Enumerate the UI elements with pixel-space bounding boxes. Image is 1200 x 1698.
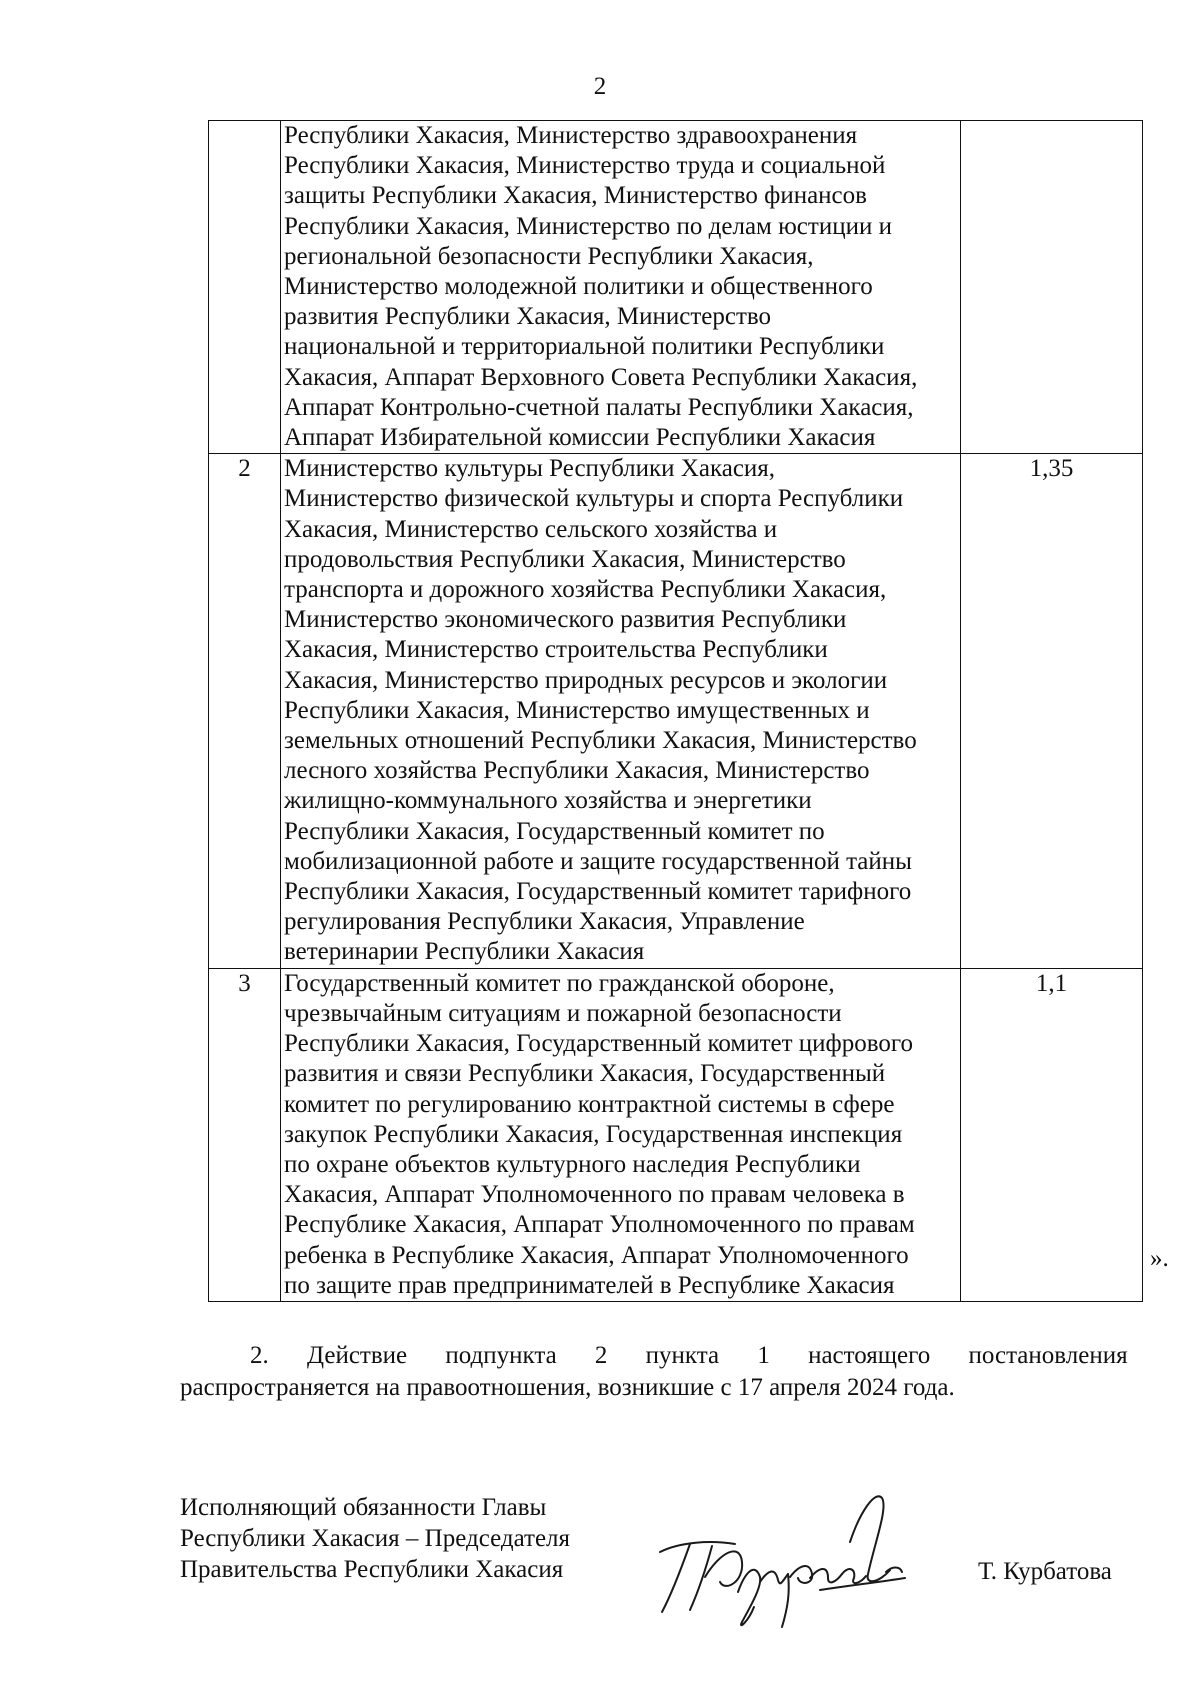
agency-line: защиты Республики Хакасия, Министерство финансов: [284, 182, 867, 210]
agency-line: закупок Республики Хакасия, Государственная инспекция: [284, 1120, 903, 1148]
agency-line: Республике Хакасия, Аппарат Уполномоченного по правам: [284, 1211, 915, 1239]
agency-line: чрезвычайным ситуациям и пожарной безопасности: [284, 999, 842, 1027]
agency-line: Хакасия, Аппарат Уполномоченного по правам человека в: [284, 1181, 905, 1209]
agency-line: жилищно-коммунального хозяйства и энергетики: [284, 787, 812, 815]
agency-line: транспорта и дорожного хозяйства Республики Хакасия,: [284, 576, 887, 604]
table-row: [209, 968, 1143, 1301]
agency-line: развития Республики Хакасия, Министерство: [284, 303, 771, 331]
agency-line: Хакасия, Министерство сельского хозяйства и: [284, 515, 778, 543]
agency-line: Хакасия, Министерство природных ресурсов и экологии: [284, 666, 888, 694]
agency-line: Министерство физической культуры и спорта Республики: [284, 485, 904, 513]
agencies-cell: [281, 454, 961, 968]
agency-line: Республики Хакасия, Государственный комитет тарифного: [284, 878, 912, 906]
agency-line: Хакасия, Аппарат Верховного Совета Республики Хакасия,: [284, 363, 918, 391]
coefficient-cell: 1,35: [961, 454, 1143, 968]
agency-line: Аппарат Контрольно-счетной палаты Республики Хакасия,: [284, 393, 914, 421]
agency-line: развития и связи Республики Хакасия, Государственный: [284, 1060, 886, 1088]
agency-line: Министерство молодежной политики и общественного: [284, 273, 873, 301]
paragraph-line-2: распространяется на правоотношения, возникшие с 17 апреля 2024 года.: [180, 1374, 955, 1401]
agency-line: Министерство экономического развития Республики: [284, 606, 847, 634]
row-number-cell: [209, 121, 281, 454]
closing-quote: ».: [1150, 1245, 1169, 1272]
agency-line: ветеринарии Республики Хакасия: [284, 938, 645, 966]
agencies-table: [208, 120, 1143, 1302]
agency-line: Республики Хакасия, Министерство имущественных и: [284, 696, 870, 724]
table-row: [209, 121, 1143, 454]
agency-line: комитет по регулированию контрактной системы в сфере: [284, 1090, 895, 1118]
agency-line: Республики Хакасия, Государственный комитет цифрового: [284, 1030, 914, 1058]
agency-line: Республики Хакасия, Государственный комитет по: [284, 817, 825, 845]
row-number-cell: 2: [209, 454, 281, 968]
page-number: 2: [593, 73, 607, 100]
agency-line: лесного хозяйства Республики Хакасия, Министерство: [284, 757, 870, 785]
agencies-cell: [281, 968, 961, 1301]
agencies-cell: [281, 121, 961, 454]
agency-line: Республики Хакасия, Министерство труда и социальной: [284, 152, 886, 180]
agency-line: Министерство культуры Республики Хакасия,: [284, 455, 776, 483]
agency-line: региональной безопасности Республики Хакасия,: [284, 242, 814, 270]
agency-line: продовольствия Республики Хакасия, Министерство: [284, 545, 846, 573]
paragraph-line-1: 2. Действие подпункта 2 пункта 1 настоящего постановления: [250, 1342, 1128, 1369]
agency-line: земельных отношений Республики Хакасия, Министерство: [284, 727, 917, 755]
row-number-cell: 3: [209, 968, 281, 1301]
signer-title-line: Исполняющий обязанности Главы: [180, 1494, 547, 1521]
signer-title-line: Республики Хакасия – Председателя: [180, 1525, 571, 1552]
agency-line: мобилизационной работе и защите государственной тайны: [284, 847, 912, 875]
agency-line: ребенка в Республике Хакасия, Аппарат Уполномоченного: [284, 1241, 909, 1269]
paragraph-2: [180, 1340, 1132, 1404]
handwritten-signature: [650, 1482, 910, 1632]
signer-title: [180, 1492, 570, 1585]
agency-line: национальной и территориальной политики Республики: [284, 333, 885, 361]
agency-line: Республики Хакасия, Министерство по делам юстиции и: [284, 212, 892, 240]
signer-title-line: Правительства Республики Хакасия: [180, 1556, 564, 1583]
agency-line: Хакасия, Министерство строительства Республики: [284, 636, 828, 664]
agency-line: регулирования Республики Хакасия, Управление: [284, 908, 805, 936]
coefficient-cell: 1,1: [961, 968, 1143, 1301]
agency-line: по охране объектов культурного наследия Республики: [284, 1150, 861, 1178]
signer-name: Т. Курбатова: [978, 1558, 1112, 1585]
agency-line: Аппарат Избирательной комиссии Республики Хакасия: [284, 424, 876, 452]
agency-line: Государственный комитет по гражданской обороне,: [284, 969, 835, 997]
coefficient-cell: [961, 121, 1143, 454]
agency-line: Республики Хакасия, Министерство здравоохранения: [284, 122, 858, 149]
table-row: [209, 454, 1143, 968]
agency-line: по защите прав предпринимателей в Республике Хакасия: [284, 1271, 895, 1299]
